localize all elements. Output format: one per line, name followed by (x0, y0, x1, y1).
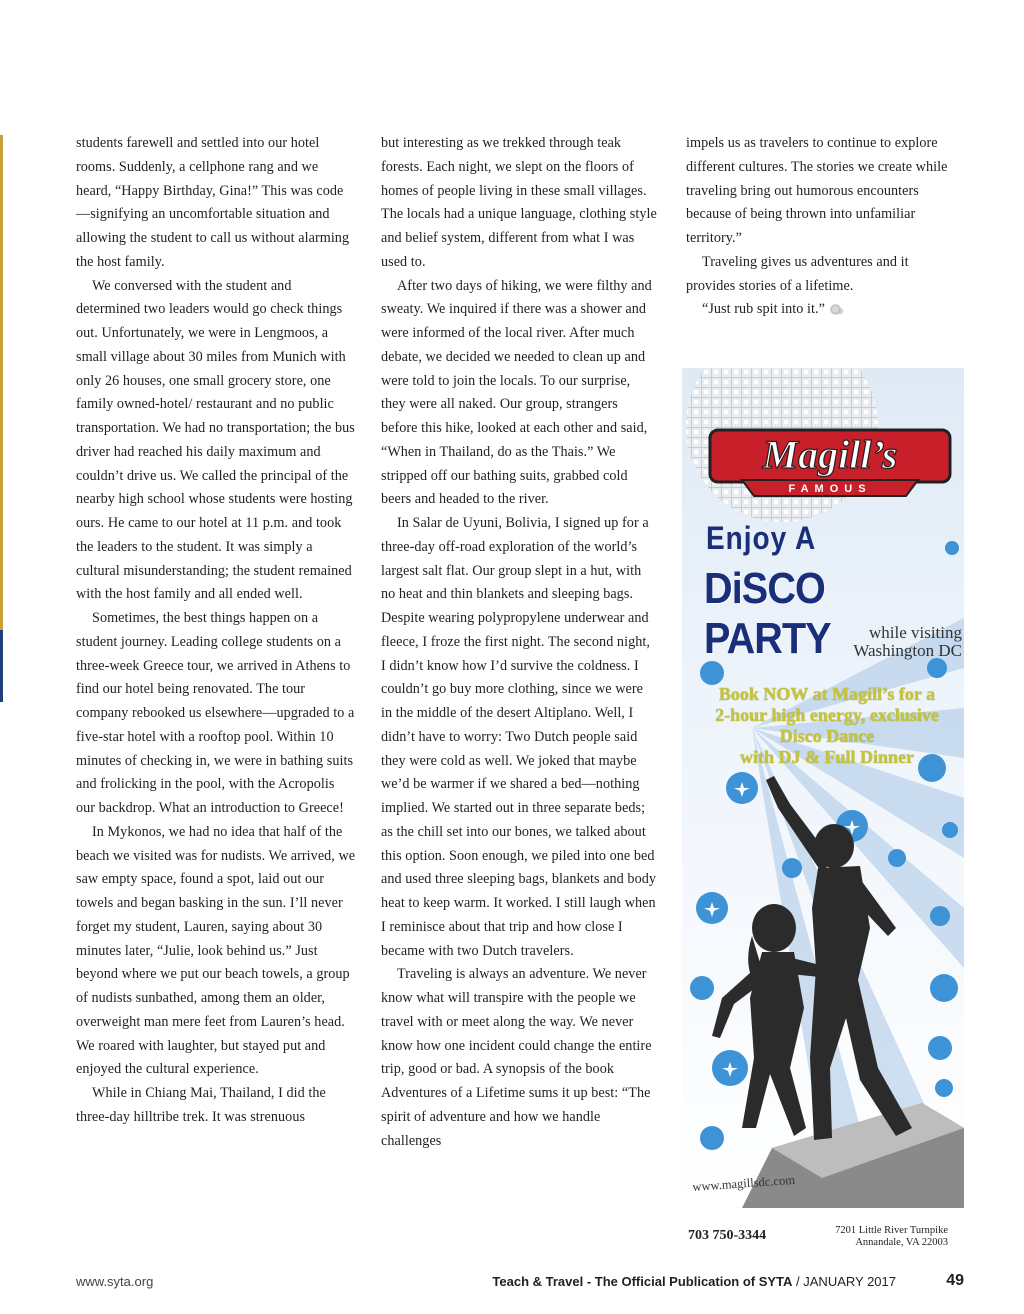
ad-book-line: Book NOW at Magill’s for a (718, 684, 936, 704)
edge-color-bar-top (0, 135, 3, 630)
logo-text: Magill’s (762, 432, 898, 477)
article-column-1 (76, 132, 356, 1130)
article-column-3 (686, 132, 948, 322)
paragraph: Traveling gives us adventures and it provides stories of a lifetime. (686, 253, 909, 294)
end-mark-icon (829, 304, 845, 316)
ad-book-line: Disco Dance (779, 726, 875, 746)
ad-address-line-2: Annandale, VA 22003 (855, 1237, 948, 1248)
paragraph: Sometimes, the best things happen on a student journey. Leading college students on a three-week Greece tour, we arrived in Athens to find our hotel being renovated. The tour company rebooked us elsewhere—upgraded to a five-star hotel with a rooftop pool. Within 10 minutes of checking in, we were in bathing suits and frolicking in the pool, with the Acropolis our backdrop. What an introduction to Greece! (76, 610, 355, 816)
footer-website-link[interactable]: www.syta.org (76, 1274, 154, 1289)
paragraph: In Mykonos, we had no idea that half of the beach we visited was for nudists. We arrived, we saw empty space, found a spot, laid out our towels and began basking in the sun. I’ll never forget my student, Lauren, saying about 30 minutes later, “Julie, look behind us.” Just beyond where we put our beach towels, a group of nudists sunbathed, among them an older, overweight man mere feet from Lauren’s head. We roared with laughter, but stayed put and enjoyed the cultural experience. (76, 823, 356, 1078)
footer-publication-title: Teach & Travel - The Official Publication of SYTA (492, 1274, 793, 1289)
ad-address-line-1: 7201 Little River Turnpike (835, 1225, 948, 1236)
paragraph: but interesting as we trekked through teak forests. Each night, we slept on the floors of homes of people living in these small villages. The locals had a unique language, clothing style and belief system, different from what I was used to. (381, 135, 657, 270)
ad-panel (682, 368, 964, 1208)
footer-publication-line (492, 1274, 896, 1289)
ad-book-line: 2-hour high energy, exclusive (715, 705, 939, 725)
ad-phone-number[interactable]: 703 750-3344 (688, 1228, 767, 1243)
article-column-2 (381, 132, 657, 1153)
ad-location: Washington DC (853, 641, 962, 660)
ad-book-line: with DJ & Full Dinner (739, 747, 914, 767)
magills-advertisement[interactable] (682, 368, 964, 1256)
paragraph: impels us as travelers to continue to explore different cultures. The stories we create while traveling bring out humorous encounters because of being thrown into unfamiliar territory.” (686, 135, 948, 246)
ad-website-link[interactable]: www.magillsdc.com (692, 1172, 796, 1194)
paragraph: Traveling is always an adventure. We never know what will transpire with the people we travel with or meet along the way. We never know how one incident could change the entire trip, good or bad. A synopsis of the book Adventures of a Lifetime sums it up best: “The spirit of adventure and how we handle challenges (381, 966, 652, 1149)
ad-headline-disco-party: DiSCO PARTY (704, 564, 831, 663)
magills-logo (710, 430, 950, 496)
paragraph: While in Chiang Mai, Thailand, I did the three-day hilltribe trek. It was strenuous (76, 1085, 326, 1125)
page-number: 49 (946, 1272, 964, 1289)
ad-headline-enjoy: Enjoy A (706, 520, 817, 556)
paragraph: After two days of hiking, we were filthy and sweaty. We inquired if there was a shower and were informed of the local river. After much debate, we decided we needed to clean up and were told to join the locals. To our surprise, they were all naked. Our group, strangers before this hike, looked at each other and said, “When in Thailand, do as the Thais.” We stripped off our bathing suits, grabbed cold beers and headed to the river. (381, 277, 652, 508)
closing-quote: “Just rub spit into it.” (702, 301, 825, 318)
ad-while-visiting (752, 624, 962, 660)
ad-while-visiting-text: while visiting (868, 623, 962, 642)
paragraph: We conversed with the student and determined two leaders would go check things out. Unfortunately, we were in Lengmoos, a small village about 30 miles from Munich with only 26 houses, one small grocery store, one family owned-hotel/ restaurant and no public transportation. We had no transportation; the bus driver had reached his daily maximum and couldn’t drive us. We called the principal of the nearby high school whose students were hosting ours. He came to our hotel at 11 p.m. and took the leaders to the student. It was simply a cultural misunderstanding; the student remained with the host family and all ended well. (76, 277, 355, 603)
ad-booking-offer (696, 684, 958, 768)
ad-artwork (682, 368, 964, 1208)
closing-paragraph (686, 298, 948, 322)
footer-issue-date: / JANUARY 2017 (792, 1274, 896, 1289)
edge-color-bar-bottom (0, 630, 3, 702)
logo-subtext: FAMOUS (788, 483, 872, 495)
paragraph: In Salar de Uyuni, Bolivia, I signed up for a three-day off-road exploration of the world’s largest salt flat. Our group slept in a hut, with no heat and thin blankets and sleeping bags. Despite wearing polypropylene underwear and fleece, I froze the first night. The second night, I didn’t know how I’d survive the coldness. I couldn’t go buy more clothing, since we were in the middle of the desert Altiplano. Well, I didn’t have to worry: Two Dutch people said they were cold as well. We joked that maybe we’d be warmer if we shared a bed—nothing implied. We started out in three separate beds; as the chill set into our bones, we talked about this option. Soon enough, we piled into one bed and used three sleeping bags, blankets and body heat to keep warm. It worked. I still laugh when I reminisce about that trip and how close I became with two Dutch travelers. (381, 515, 656, 959)
paragraph: students farewell and settled into our hotel rooms. Suddenly, a cellphone rang and we heard, “Happy Birthday, Gina!” This was code—signifying an uncomfortable situation and allowing the student to call us without alarming the host family. (76, 135, 350, 270)
